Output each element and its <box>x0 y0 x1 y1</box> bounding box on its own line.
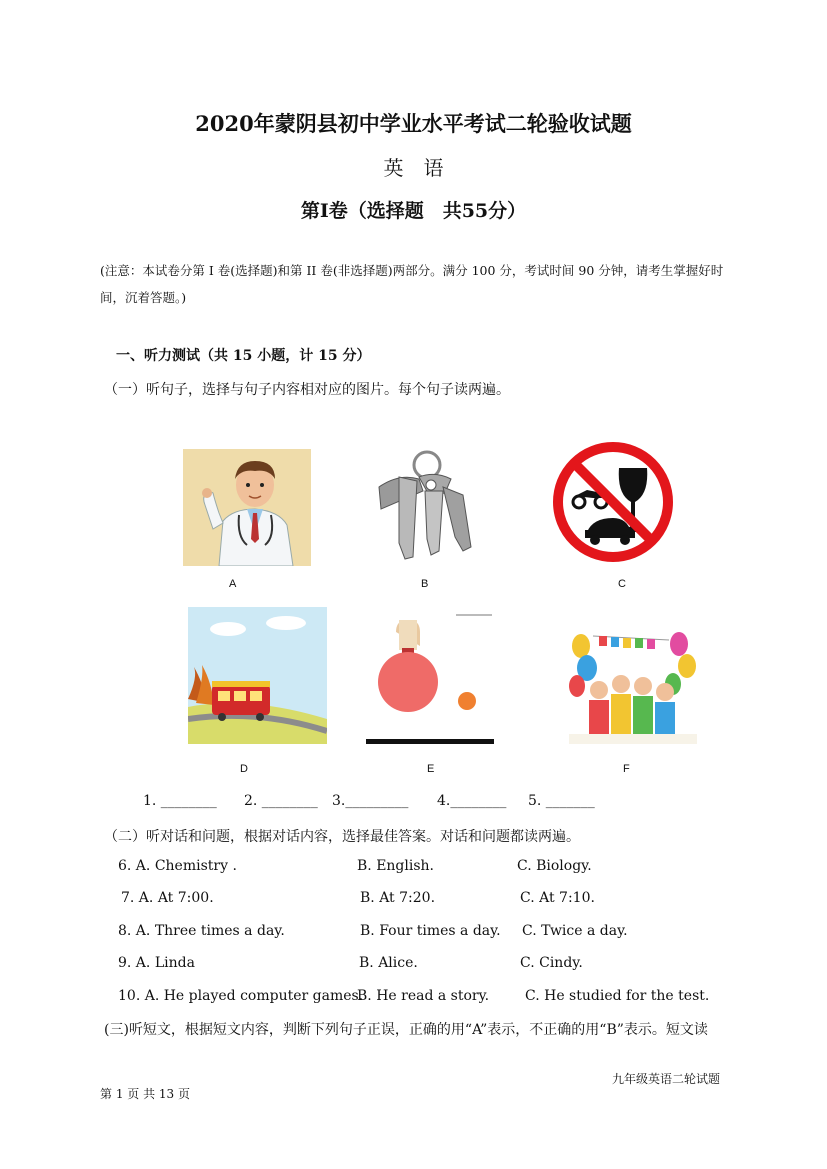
picture-b-label: B <box>421 578 429 590</box>
question-8-option-a: 8. A. Three times a day. <box>118 923 285 939</box>
ping-pong-icon <box>366 612 494 744</box>
answer-blank-4[interactable]: 4.________ <box>437 793 507 809</box>
picture-e-label: E <box>427 763 435 775</box>
page-number: 第 1 页 共 13 页 <box>100 1087 190 1101</box>
part1-instructions: （一）听句子，选择与句子内容相对应的图片。每个句子读两遍。 <box>104 382 510 398</box>
question-6-option-b: B. English. <box>357 858 434 874</box>
answer-blank-3[interactable]: 3._________ <box>332 793 409 809</box>
question-8-option-b: B. Four times a day. <box>360 923 501 939</box>
picture-d-label: D <box>240 763 248 775</box>
doctor-icon <box>183 449 311 566</box>
train-icon <box>188 607 327 744</box>
picture-e <box>366 612 494 744</box>
question-7-option-a: 7. A. At 7:00. <box>121 890 214 906</box>
keys-icon <box>359 447 477 565</box>
answer-blank-2[interactable]: 2. ________ <box>244 793 318 809</box>
question-9-option-a: 9. A. Linda <box>118 955 195 971</box>
birthday-party-icon <box>569 626 697 744</box>
picture-f-label: F <box>623 763 630 775</box>
question-9-option-b: B. Alice. <box>359 955 418 971</box>
exam-title: 2020年蒙阴县初中学业水平考试二轮验收试题 <box>195 111 632 136</box>
question-7-option-c: C. At 7:10. <box>520 890 595 906</box>
section-listening-title: 一、听力测试（共 15 小题，计 15 分） <box>116 348 371 364</box>
question-9-option-c: C. Cindy. <box>520 955 583 971</box>
picture-f <box>569 626 697 744</box>
question-8-option-c: C. Twice a day. <box>522 923 628 939</box>
no-drink-driving-icon <box>547 436 677 566</box>
question-10-option-a: 10. A. He played computer games. <box>118 988 364 1004</box>
question-6-option-a: 6. A. Chemistry . <box>118 858 237 874</box>
part-title: 第Ⅰ卷（选择题 共55分） <box>300 200 527 222</box>
subject-title: 英 语 <box>383 156 444 180</box>
answer-blank-5[interactable]: 5. _______ <box>528 793 595 809</box>
question-10-option-b: B. He read a story. <box>357 988 490 1004</box>
picture-a-label: A <box>229 578 237 590</box>
question-7-option-b: B. At 7:20. <box>360 890 436 906</box>
question-10-option-c: C. He studied for the test. <box>525 988 710 1004</box>
part2-instructions: （二）听对话和问题，根据对话内容，选择最佳答案。对话和问题都读两遍。 <box>104 829 580 845</box>
picture-c-label: C <box>618 578 626 590</box>
question-6-option-c: C. Biology. <box>517 858 592 874</box>
exam-note: (注意：本试卷分第 I 卷(选择题)和第 II 卷(非选择题)两部分。满分 100 分，考试时间 90 分钟，请考生掌握好时间，沉着答题。) <box>100 263 724 305</box>
footer-exam-name: 九年级英语二轮试题 <box>612 1072 721 1086</box>
picture-a <box>183 449 311 566</box>
picture-c <box>547 436 677 566</box>
part3-instructions: (三)听短文，根据短文内容，判断下列句子正误，正确的用“A”表示，不正确的用“B”表示。短文读 <box>104 1022 708 1038</box>
picture-b <box>359 447 477 565</box>
picture-d <box>188 607 327 744</box>
answer-blank-1[interactable]: 1. ________ <box>143 793 217 809</box>
